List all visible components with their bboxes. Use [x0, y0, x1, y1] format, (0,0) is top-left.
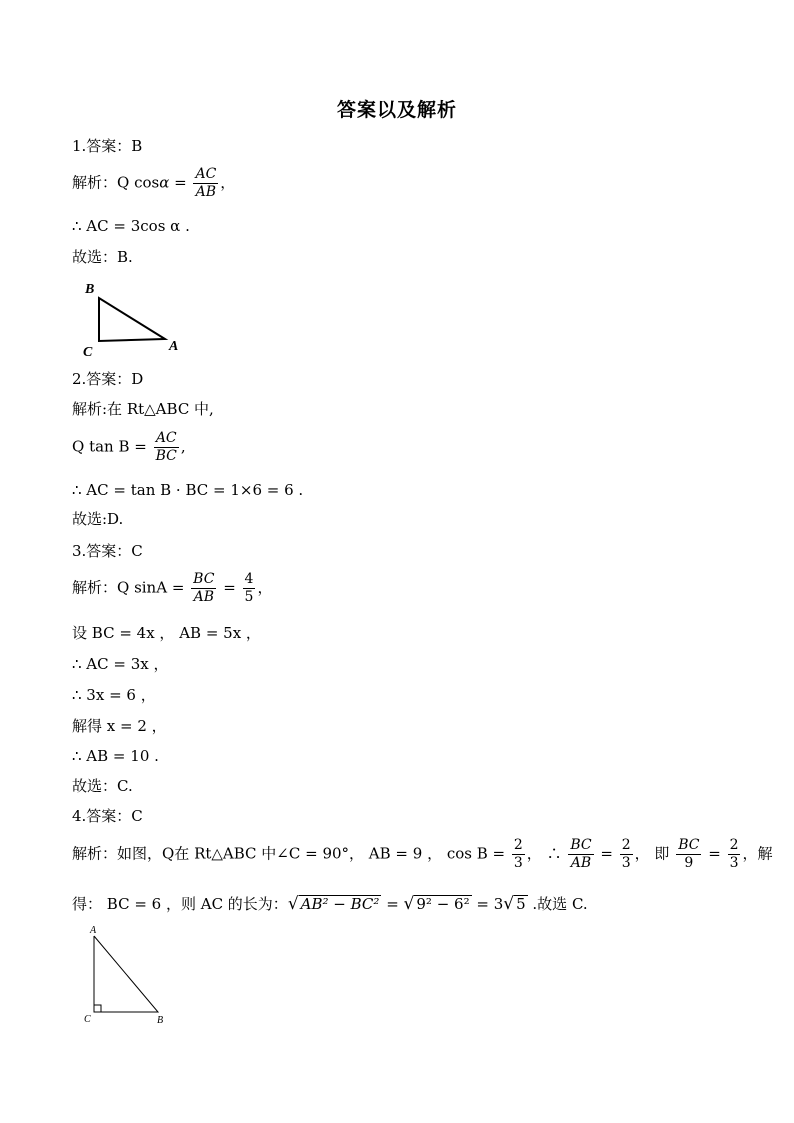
q4-f3-den: 3 [621, 855, 631, 871]
q1-analysis [72, 166, 235, 201]
q1-analysis-prefix: 解析：Q cos [72, 173, 160, 192]
q4-part-b: ， ∴ [526, 844, 567, 863]
q4-frac-1 [512, 837, 525, 872]
q4-sqrt-2: 9² − 6² [416, 895, 470, 913]
q4-part-e: = [703, 844, 726, 863]
q2-therefore: ∴ AC = tan B · BC = 1×6 = 6 . [72, 481, 304, 499]
q1-therefore: ∴ AC = 3cos α . [72, 217, 190, 235]
q1-label-c: C [83, 345, 93, 360]
q3-line2: 设 BC = 4x ， AB = 5x ， [72, 624, 261, 642]
q3-eq: = [218, 578, 241, 597]
q2-fraction [154, 430, 179, 465]
q4-triangle [94, 936, 158, 1012]
q4-sqrt-3: 5 [516, 895, 526, 913]
q4-frac-2 [568, 837, 593, 872]
q1-label-a: A [169, 339, 179, 354]
q4-analysis-line2 [72, 894, 588, 914]
q4-frac-5 [728, 837, 741, 872]
q4-f3-num: 2 [621, 837, 631, 853]
q4-f5-den: 3 [729, 855, 739, 871]
q3-fraction-1 [191, 571, 216, 606]
q3-comma: ， [257, 578, 273, 597]
q4-frac-3 [620, 837, 633, 872]
q1-choose: 故选：B. [72, 248, 133, 266]
q3-frac1-num: BC [193, 571, 215, 587]
q4-radical-2-icon: √ [403, 894, 415, 914]
q4-analysis-line1 [72, 837, 773, 872]
q4-f5-num: 2 [729, 837, 739, 853]
q1-frac-num: AC [195, 166, 217, 182]
q4-f4-den: 9 [684, 855, 694, 871]
q4-label-a: A [90, 925, 97, 936]
q4-part-d: ， 即 [634, 844, 675, 863]
q4-f4-num: BC [678, 837, 700, 853]
q4-radical-3-icon: √ [503, 894, 515, 914]
q4-line2-c: = 3 [471, 895, 504, 913]
q1-answer: 1.答案：B [72, 137, 143, 155]
q4-radical-1-icon: √ [287, 894, 299, 914]
q4-frac-4 [676, 837, 701, 872]
q1-comma: ， [220, 173, 236, 192]
q1-triangle [99, 298, 165, 341]
q3-line5: 解得 x = 2 ， [72, 717, 167, 735]
q4-line2-a: 得： BC = 6 ，则 AC 的长为： [72, 895, 288, 913]
q3-line4: ∴ 3x = 6 ， [72, 686, 156, 704]
q4-f2-den: AB [570, 855, 592, 871]
q3-answer: 3.答案：C [72, 542, 143, 560]
q1-label-b: B [85, 282, 95, 297]
q3-analysis [72, 571, 272, 606]
q4-part-f: ，解 [742, 844, 773, 863]
q3-frac2-den: 5 [244, 589, 254, 605]
q4-triangle-figure [80, 922, 175, 1030]
q2-line1: 解析:在 Rt△ABC 中, [72, 400, 214, 418]
q4-sqrt-1: AB² − BC² [300, 895, 380, 913]
q2-frac-den: BC [155, 448, 177, 464]
q3-fraction-2 [243, 571, 256, 606]
q3-choose: 故选：C. [72, 777, 133, 795]
q3-analysis-prefix: 解析：Q sinA = [72, 578, 190, 597]
q2-tan-prefix: Q tan B = [72, 437, 152, 456]
q1-alpha: α [159, 173, 170, 192]
q4-answer: 4.答案：C [72, 807, 143, 825]
q4-f2-num: BC [570, 837, 592, 853]
q3-line3: ∴ AC = 3x ， [72, 655, 169, 673]
q4-right-angle-mark [94, 1005, 101, 1012]
q4-line2-b: = [381, 895, 404, 913]
q2-tan [72, 430, 186, 465]
q1-eq: = [169, 173, 192, 192]
q4-part-a: 解析：如图，Q在 Rt△ABC 中∠C = 90°， AB = 9 ， cos B = [72, 844, 510, 863]
q4-label-c: C [84, 1014, 91, 1025]
q3-frac2-num: 4 [244, 571, 254, 587]
q4-line2-d: .故选 C. [527, 895, 588, 913]
q4-f1-den: 3 [513, 855, 523, 871]
q3-line6: ∴ AB = 10 . [72, 747, 159, 765]
q2-choose: 故选:D. [72, 510, 124, 528]
q2-comma: , [180, 437, 186, 456]
q1-fraction [193, 166, 218, 201]
q1-triangle-figure [80, 278, 190, 360]
q4-label-b: B [157, 1015, 164, 1026]
q1-frac-den: AB [195, 184, 217, 200]
q2-answer: 2.答案：D [72, 370, 144, 388]
page-title: 答案以及解析 [336, 99, 457, 121]
q4-f1-num: 2 [513, 837, 523, 853]
q3-frac1-den: AB [193, 589, 214, 605]
q2-frac-num: AC [154, 430, 179, 448]
q4-part-c: = [595, 844, 618, 863]
